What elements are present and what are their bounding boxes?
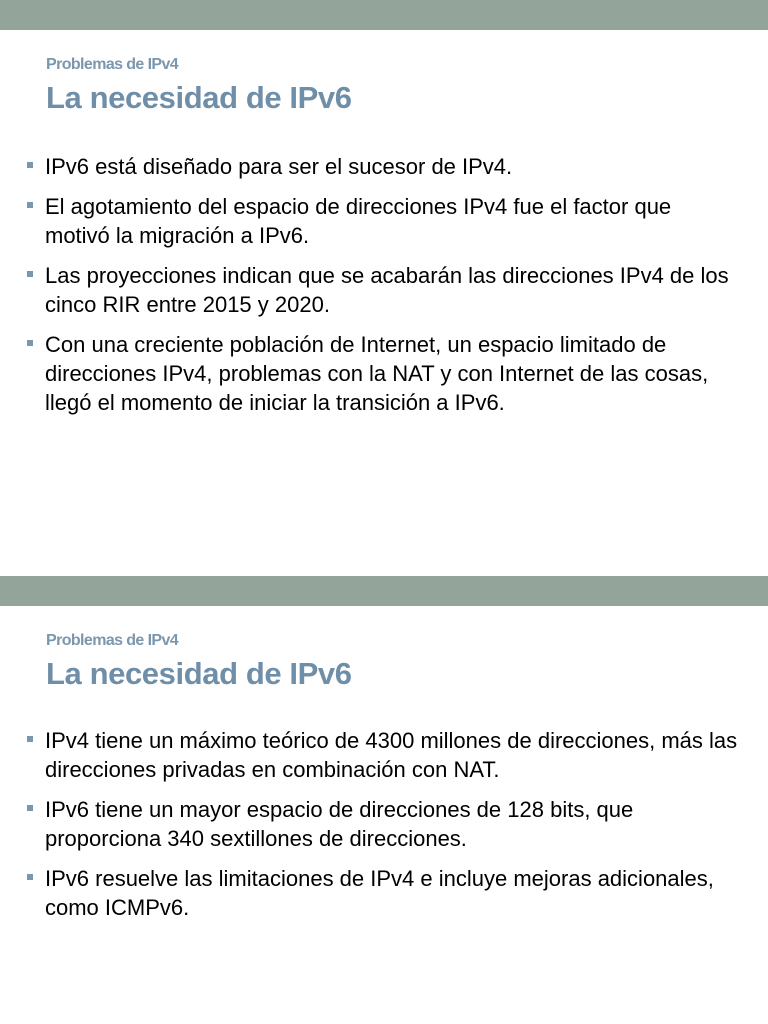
bullet-list	[0, 726, 768, 933]
bullet-item	[0, 864, 768, 922]
bullet-text: Con una creciente población de Internet, un espacio limitado de direcciones IPv4, problemas con la NAT y con Internet de las cosas, llegó el momento de iniciar la transición a IPv6.	[45, 332, 709, 415]
bullet-item	[0, 726, 768, 784]
slide-2	[0, 576, 768, 1024]
bullet-list	[0, 152, 768, 428]
square-bullet-icon	[27, 271, 33, 277]
square-bullet-icon	[27, 202, 33, 208]
slide-title: La necesidad de IPv6	[46, 656, 352, 691]
header-bar	[0, 576, 768, 606]
bullet-text: IPv6 está diseñado para ser el sucesor de IPv4.	[45, 154, 513, 179]
bullet-text: IPv4 tiene un máximo teórico de 4300 millones de direcciones, más las direcciones privadas en combinación con NAT.	[45, 728, 738, 782]
header-bar	[0, 0, 768, 30]
square-bullet-icon	[27, 805, 33, 811]
square-bullet-icon	[27, 340, 33, 346]
slide-subtitle: Problemas de IPv4	[46, 632, 179, 649]
bullet-item	[0, 330, 768, 417]
bullet-item	[0, 795, 768, 853]
bullet-text: El agotamiento del espacio de direcciones IPv4 fue el factor que motivó la migración a IPv6.	[45, 194, 672, 248]
bullet-text: IPv6 tiene un mayor espacio de direcciones de 128 bits, que proporciona 340 sextillones de direcciones.	[45, 797, 634, 851]
bullet-text: Las proyecciones indican que se acabarán las direcciones IPv4 de los cinco RIR entre 2015 y 2020.	[45, 263, 729, 317]
slide-title: La necesidad de IPv6	[46, 80, 352, 115]
slide-subtitle: Problemas de IPv4	[46, 56, 179, 73]
square-bullet-icon	[27, 736, 33, 742]
bullet-item	[0, 152, 768, 181]
square-bullet-icon	[27, 162, 33, 168]
bullet-item	[0, 192, 768, 250]
bullet-item	[0, 261, 768, 319]
square-bullet-icon	[27, 874, 33, 880]
bullet-text: IPv6 resuelve las limitaciones de IPv4 e incluye mejoras adicionales, como ICMPv6.	[45, 866, 714, 920]
